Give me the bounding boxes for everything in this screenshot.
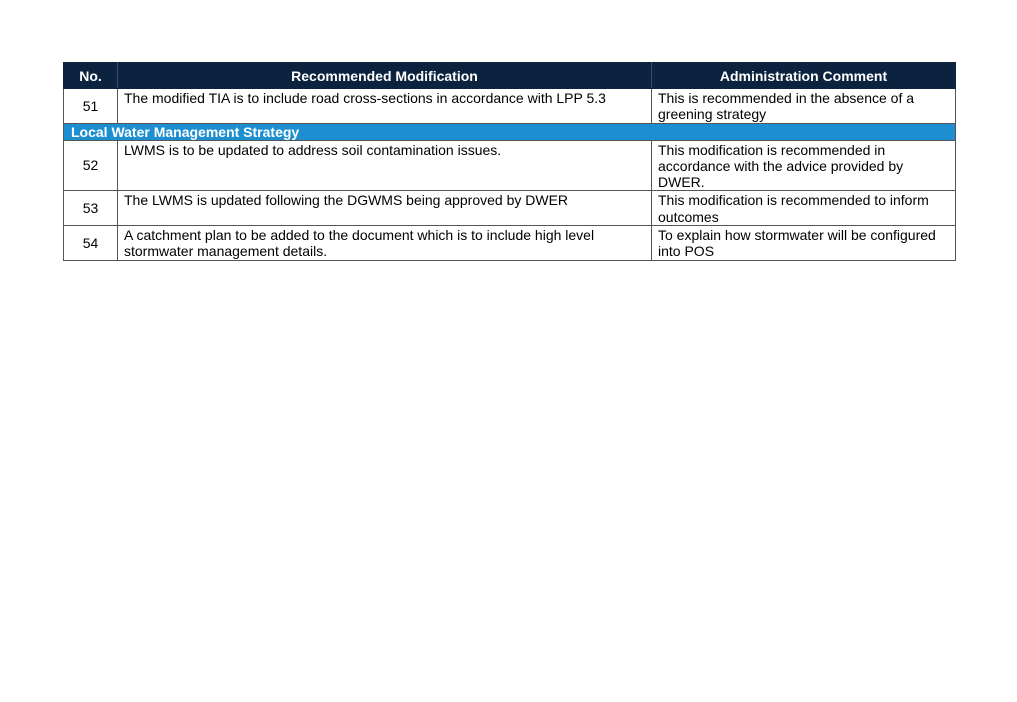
table-row <box>64 226 956 261</box>
header-no: No. <box>64 63 118 89</box>
row-modification: A catchment plan to be added to the document which is to include high level stormwater management details. <box>118 226 652 261</box>
row-modification: The LWMS is updated following the DGWMS being approved by DWER <box>118 191 652 226</box>
section-header-row <box>64 123 956 140</box>
row-comment: To explain how stormwater will be configured into POS <box>652 226 956 261</box>
modifications-table <box>63 62 956 261</box>
row-modification: The modified TIA is to include road cross-sections in accordance with LPP 5.3 <box>118 89 652 124</box>
section-title: Local Water Management Strategy <box>64 123 956 140</box>
header-modification: Recommended Modification <box>118 63 652 89</box>
table-row <box>64 89 956 124</box>
table-header-row <box>64 63 956 89</box>
row-comment: This modification is recommended in accordance with the advice provided by DWER. <box>652 140 956 191</box>
row-number: 54 <box>64 226 118 261</box>
document-page <box>63 62 955 261</box>
row-number: 53 <box>64 191 118 226</box>
table-row <box>64 191 956 226</box>
header-comment: Administration Comment <box>652 63 956 89</box>
row-comment: This is recommended in the absence of a greening strategy <box>652 89 956 124</box>
row-number: 51 <box>64 89 118 124</box>
row-modification: LWMS is to be updated to address soil contamination issues. <box>118 140 652 191</box>
row-comment: This modification is recommended to inform outcomes <box>652 191 956 226</box>
table-row <box>64 140 956 191</box>
row-number: 52 <box>64 140 118 191</box>
